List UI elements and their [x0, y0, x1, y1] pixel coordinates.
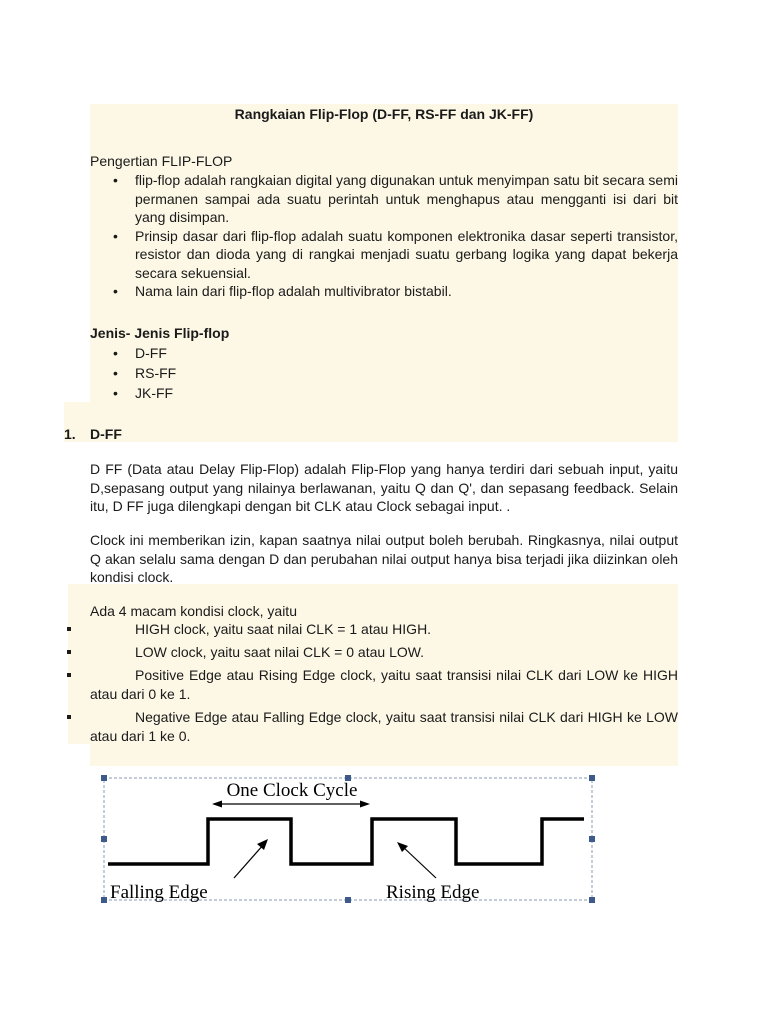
dff-paragraph-1: D FF (Data atau Delay Flip-Flop) adalah Flip-Flop yang hanya terdiri dari sebuah input, yaitu D,sepasang output yang nilainya berlawanan, yaitu Q dan Q', dan sepasang feedback. Selain itu, D FF juga dilengkapi dengan bit CLK atau Clock sebagai input. . [90, 461, 678, 514]
falling-edge-label: Falling Edge [110, 882, 208, 903]
falling-edge-pointer [234, 844, 264, 878]
list-item-text: flip-flop adalah rangkaian digital yang digunakan untuk menyimpan satu bit secara semi permanen sampai ada suatu perintah untuk menghapus atau mengganti isi dari bit yang disimpan. [135, 172, 678, 225]
list-item-text: RS-FF [135, 365, 177, 381]
list-item-text: Negative Edge atau Falling Edge clock, yaitu saat transisi nilai CLK dari HIGH ke LOW atau dari 1 ke 0. [90, 709, 678, 744]
list-item [68, 708, 678, 746]
list-item: • JK-FF [113, 385, 174, 401]
list-item-text: HIGH clock, yaitu saat nilai CLK = 1 atau HIGH. [135, 621, 432, 637]
list-item-text: Positive Edge atau Rising Edge clock, yaitu saat transisi nilai CLK dari LOW ke HIGH atau dari 0 ke 1. [90, 667, 678, 702]
cycle-arrow-left-head [212, 801, 222, 808]
list-item: • Nama lain dari flip-flop adalah multivibrator bistabil. [113, 283, 452, 299]
section-heading: D-FF [90, 426, 122, 442]
shaded-block-section [64, 402, 678, 442]
clock-condition-list [68, 620, 678, 750]
pengertian-heading: Pengertian FLIP-FLOP [90, 153, 233, 169]
list-item-text: Prinsip dasar dari flip-flop adalah suatu komponen elektronika dasar seperti transistor, resistor dan dioda yang di rangkai menjadi suatu gerbang logika yang dapat bekerja secara sekuensial. [135, 227, 678, 281]
jenis-heading: Jenis- Jenis Flip-flop [90, 325, 230, 341]
rising-edge-pointer [402, 846, 436, 878]
dff-paragraph-2: Clock ini memberikan izin, kapan saatnya nilai output boleh berubah. Ringkasnya, nilai output Q akan selalu sama dengan D dan perubahan nilai output hanya bisa terjadi jika diizinkan oleh kondisi clock. [90, 532, 678, 585]
cycle-label: One Clock Cycle [226, 780, 358, 801]
list-item [68, 643, 678, 662]
jenis-list [90, 343, 678, 403]
list-item-text: Nama lain dari flip-flop adalah multivibrator bistabil. [135, 283, 452, 299]
list-item-text: JK-FF [135, 385, 174, 401]
list-item [68, 666, 678, 704]
rising-edge-label: Rising Edge [386, 882, 480, 903]
falling-edge-pointer-head [257, 839, 268, 850]
document-title: Rangkaian Flip-Flop (D-FF, RS-FF dan JK-FF) [234, 106, 534, 122]
list-item: • D-FF [113, 345, 167, 361]
pengertian-list [90, 171, 678, 301]
clock-diagram[interactable] [96, 772, 604, 906]
clock-waveform [108, 819, 584, 864]
list-item: • flip-flop adalah rangkaian digital yang digunakan untuk menyimpan satu bit secara semi permanen sampai ada suatu perintah untuk menghapus atau mengganti isi dari bit yang disimpan. [113, 172, 678, 225]
list-item: • RS-FF [113, 365, 177, 381]
list-item-text: LOW clock, yaitu saat nilai CLK = 0 atau LOW. [135, 644, 425, 660]
list-item [68, 620, 678, 639]
cycle-arrow-right-head [360, 801, 370, 808]
list-item: • Prinsip dasar dari flip-flop adalah suatu komponen elektronika dasar seperti transistor, resistor dan dioda yang di rangkai menjadi suatu gerbang logika yang dapat bekerja secara sekuensial. [113, 227, 678, 281]
clock-intro: Ada 4 macam kondisi clock, yaitu [90, 603, 297, 619]
section-number: 1. [64, 426, 76, 442]
list-item-text: D-FF [135, 345, 167, 361]
